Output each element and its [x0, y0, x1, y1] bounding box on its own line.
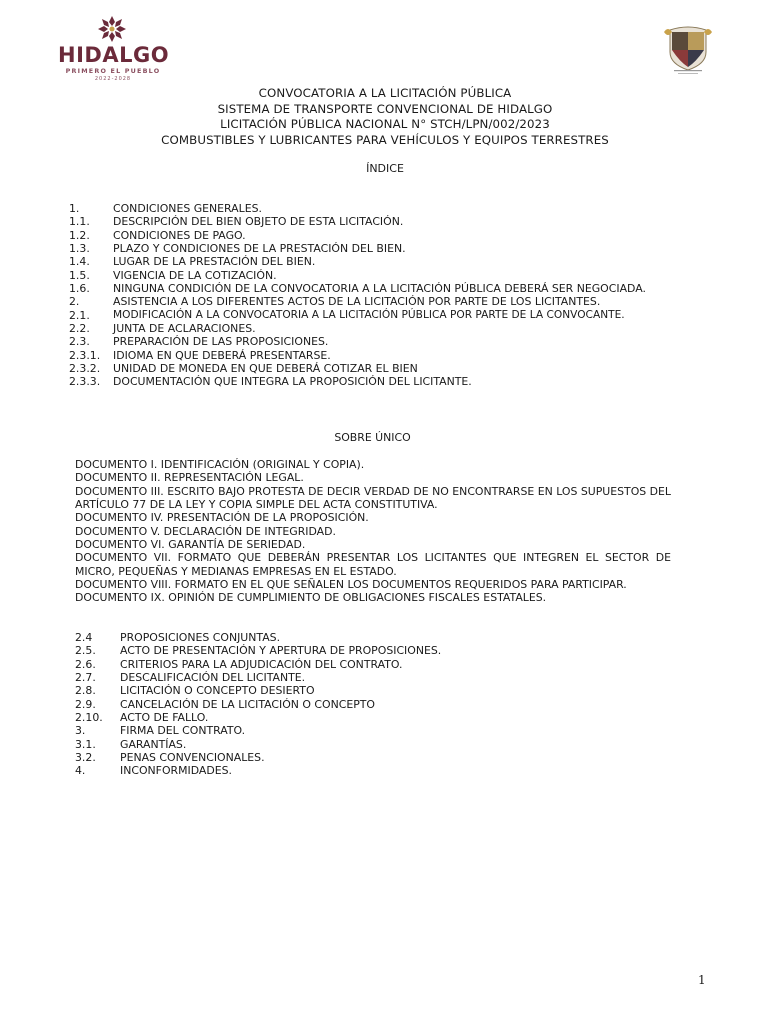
logo-slogan: PRIMERO EL PUEBLO	[65, 67, 161, 75]
toc-row	[69, 375, 729, 388]
toc-number: 2.2.	[69, 322, 90, 336]
toc-text: PREPARACIÓN DE LAS PROPOSICIONES.	[113, 335, 329, 349]
toc-text: LICITACIÓN O CONCEPTO DESIERTO	[120, 684, 315, 698]
document-item: DOCUMENTO V. DECLARACIÓN DE INTEGRIDAD.	[75, 524, 336, 538]
toc-row	[69, 242, 729, 255]
sobre-unico-title: SOBRE ÚNICO	[334, 431, 411, 444]
logo-brand-name: HIDALGO	[58, 43, 170, 67]
toc-row	[69, 362, 729, 375]
toc-row	[69, 282, 729, 295]
toc-number: 1.4.	[69, 255, 90, 269]
toc-row	[75, 738, 675, 751]
table-of-contents-continued	[75, 631, 675, 778]
toc-row	[69, 229, 729, 242]
toc-row	[75, 764, 675, 777]
header-organization: SISTEMA DE TRANSPORTE CONVENCIONAL DE HIDALGO	[217, 101, 553, 116]
toc-row	[69, 269, 729, 282]
document-header	[0, 86, 770, 148]
document-item: DOCUMENTO II. REPRESENTACIÓN LEGAL.	[75, 471, 304, 485]
toc-text: FIRMA DEL CONTRATO.	[120, 724, 246, 738]
toc-text: DOCUMENTACIÓN QUE INTEGRA LA PROPOSICIÓN DEL LICITANTE.	[113, 375, 472, 389]
toc-number: 2.5.	[75, 644, 96, 658]
toc-text: LUGAR DE LA PRESTACIÓN DEL BIEN.	[113, 255, 316, 269]
state-coat-of-arms-icon	[660, 22, 716, 76]
toc-number: 2.7.	[75, 671, 96, 685]
toc-row	[75, 698, 675, 711]
toc-number: 1.3.	[69, 242, 90, 256]
toc-text: IDIOMA EN QUE DEBERÁ PRESENTARSE.	[113, 348, 331, 362]
toc-row	[69, 349, 729, 362]
toc-text: CANCELACIÓN DE LA LICITACIÓN O CONCEPTO	[120, 697, 376, 711]
toc-text: ACTO DE FALLO.	[120, 711, 209, 725]
document-item: DOCUMENTO VII. FORMATO QUE DEBERÁN PRESENTAR LOS LICITANTES QUE INTEGREN EL SECTOR DE MICRO, PEQUEÑAS Y MEDIANAS EMPRESAS EN EL ESTADO.	[75, 551, 671, 578]
toc-row	[75, 644, 675, 657]
toc-number: 4.	[75, 764, 86, 778]
toc-number: 3.2.	[75, 751, 96, 765]
toc-text: CONDICIONES DE PAGO.	[113, 228, 246, 242]
toc-text: UNIDAD DE MONEDA EN QUE DEBERÁ COTIZAR EL BIEN	[113, 362, 418, 376]
toc-row	[75, 711, 675, 724]
index-title: ÍNDICE	[366, 162, 404, 175]
toc-number: 2.8.	[75, 684, 96, 698]
toc-text: CONDICIONES GENERALES.	[113, 202, 262, 215]
toc-row	[69, 322, 729, 335]
toc-text: INCONFORMIDADES.	[120, 764, 232, 778]
document-item: DOCUMENTO III. ESCRITO BAJO PROTESTA DE DECIR VERDAD DE NO ENCONTRARSE EN LOS SUPUESTOS DEL ARTÍCULO 77 DE LA LEY Y COPIA SIMPLE DEL ACTA CONSTITUTIVA.	[75, 484, 671, 512]
toc-number: 2.4	[75, 631, 93, 644]
toc-number: 3.1.	[75, 737, 96, 751]
document-item: DOCUMENTO VIII. FORMATO EN EL QUE SEÑALEN LOS DOCUMENTOS REQUERIDOS PARA PARTICIPAR.	[75, 578, 627, 592]
toc-row	[75, 671, 675, 684]
hidalgo-logo	[58, 14, 168, 80]
toc-row	[69, 309, 729, 322]
document-item: DOCUMENTO IV. PRESENTACIÓN DE LA PROPOSICIÓN.	[75, 511, 369, 525]
toc-number: 2.9.	[75, 697, 96, 711]
page-number: 1	[698, 973, 706, 987]
table-of-contents	[69, 202, 729, 389]
toc-text: PROPOSICIONES CONJUNTAS.	[120, 631, 281, 644]
toc-text: JUNTA DE ACLARACIONES.	[113, 322, 256, 336]
toc-number: 2.3.2.	[69, 362, 101, 376]
toc-number: 1.5.	[69, 268, 90, 282]
toc-text: NINGUNA CONDICIÓN DE LA CONVOCATORIA A LA LICITACIÓN PÚBLICA DEBERÁ SER NEGOCIADA.	[113, 282, 646, 296]
toc-number: 2.3.3.	[69, 375, 101, 389]
toc-row	[75, 724, 675, 737]
documents-list	[75, 458, 671, 605]
toc-row	[75, 631, 675, 644]
header-title: CONVOCATORIA A LA LICITACIÓN PÚBLICA	[258, 86, 512, 100]
toc-text: DESCRIPCIÓN DEL BIEN OBJETO DE ESTA LICITACIÓN.	[113, 215, 404, 229]
document-item: DOCUMENTO I. IDENTIFICACIÓN (ORIGINAL Y COPIA).	[75, 458, 365, 471]
toc-number: 2.	[69, 295, 80, 309]
toc-number: 2.3.1.	[69, 348, 101, 362]
document-item: DOCUMENTO IX. OPINIÓN DE CUMPLIMIENTO DE OBLIGACIONES FISCALES ESTATALES.	[75, 591, 547, 605]
toc-row	[75, 751, 675, 764]
toc-row	[69, 202, 729, 215]
toc-number: 2.1.	[69, 308, 90, 322]
toc-row	[75, 684, 675, 697]
toc-row	[69, 255, 729, 268]
flower-emblem-icon	[95, 14, 129, 44]
toc-row	[75, 658, 675, 671]
toc-text: GARANTÍAS.	[120, 737, 187, 751]
toc-row	[69, 215, 729, 228]
toc-number: 2.6.	[75, 657, 96, 671]
toc-number: 2.10.	[75, 711, 103, 725]
toc-number: 1.2.	[69, 228, 90, 242]
toc-number: 2.3.	[69, 335, 90, 349]
toc-text: PENAS CONVENCIONALES.	[120, 751, 265, 765]
toc-number: 1.6.	[69, 282, 90, 296]
toc-text: VIGENCIA DE LA COTIZACIÓN.	[113, 268, 277, 282]
header-subject: COMBUSTIBLES Y LUBRICANTES PARA VEHÍCULOS Y EQUIPOS TERRESTRES	[161, 132, 609, 147]
toc-number: 1.1.	[69, 215, 90, 229]
toc-text: ASISTENCIA A LOS DIFERENTES ACTOS DE LA LICITACIÓN POR PARTE DE LOS LICITANTES.	[113, 295, 601, 309]
toc-row	[69, 335, 729, 348]
toc-text: ACTO DE PRESENTACIÓN Y APERTURA DE PROPOSICIONES.	[120, 644, 442, 658]
toc-text: MODIFICACIÓN A LA CONVOCATORIA A LA LICITACIÓN PÚBLICA POR PARTE DE LA CONVOCANTE.	[113, 308, 625, 321]
toc-number: 3.	[75, 724, 86, 738]
toc-text: DESCALIFICACIÓN DEL LICITANTE.	[120, 671, 306, 685]
toc-text: PLAZO Y CONDICIONES DE LA PRESTACIÓN DEL BIEN.	[113, 242, 406, 256]
document-item: DOCUMENTO VI. GARANTÍA DE SERIEDAD.	[75, 538, 306, 552]
toc-number: 1.	[69, 202, 80, 215]
logo-years: 2022-2028	[94, 76, 132, 82]
header-tender-number: LICITACIÓN PÚBLICA NACIONAL N° STCH/LPN/002/2023	[220, 117, 550, 131]
toc-text: CRITERIOS PARA LA ADJUDICACIÓN DEL CONTRATO.	[120, 657, 403, 671]
toc-row	[69, 295, 729, 308]
